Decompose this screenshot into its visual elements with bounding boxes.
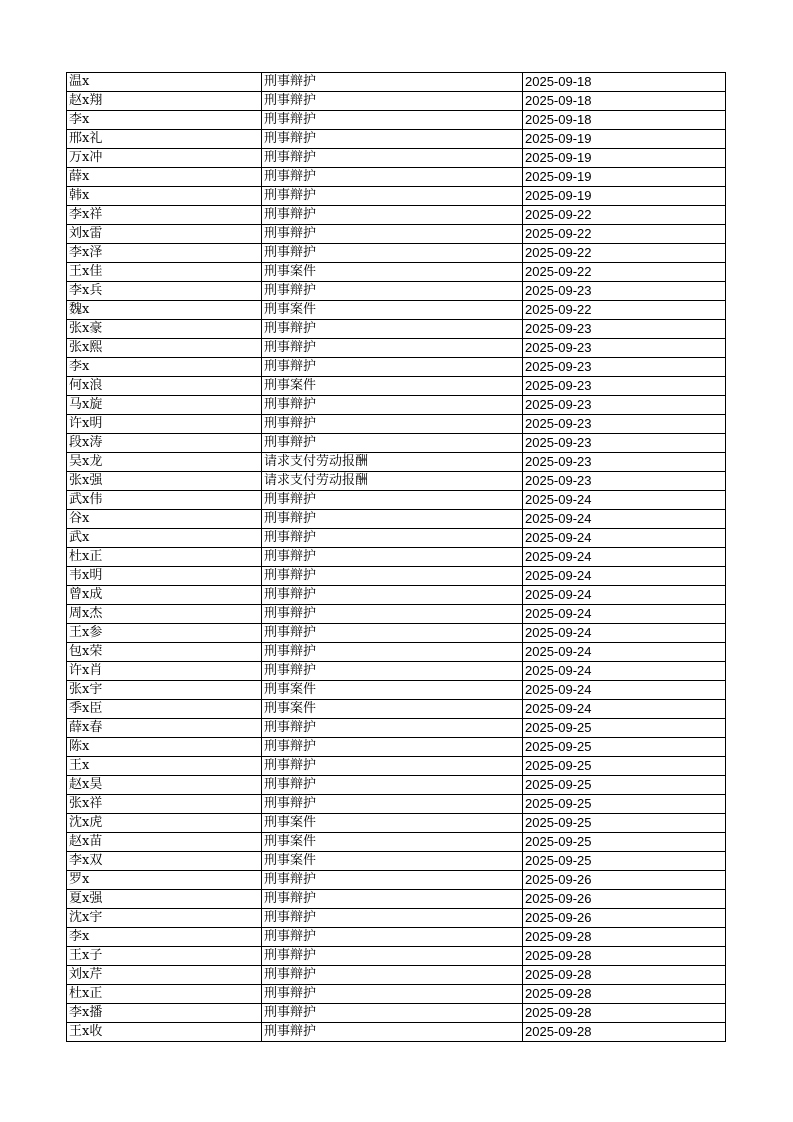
table-row bbox=[67, 1023, 726, 1042]
case-type-cell: 刑事辩护 bbox=[262, 396, 523, 415]
name-cell: 魏x bbox=[67, 301, 262, 320]
name-cell: 李x播 bbox=[67, 1004, 262, 1023]
table-row bbox=[67, 149, 726, 168]
table-row bbox=[67, 130, 726, 149]
table-row bbox=[67, 472, 726, 491]
table-row bbox=[67, 966, 726, 985]
date-cell: 2025-09-22 bbox=[523, 301, 726, 320]
date-cell: 2025-09-22 bbox=[523, 263, 726, 282]
date-cell: 2025-09-23 bbox=[523, 453, 726, 472]
table-row bbox=[67, 776, 726, 795]
date-cell: 2025-09-24 bbox=[523, 586, 726, 605]
case-type-cell: 请求支付劳动报酬 bbox=[262, 453, 523, 472]
date-cell: 2025-09-23 bbox=[523, 320, 726, 339]
records-body bbox=[67, 73, 726, 1042]
case-type-cell: 刑事辩护 bbox=[262, 320, 523, 339]
date-cell: 2025-09-23 bbox=[523, 377, 726, 396]
date-cell: 2025-09-23 bbox=[523, 415, 726, 434]
name-cell: 王x收 bbox=[67, 1023, 262, 1042]
case-type-cell: 刑事辩护 bbox=[262, 776, 523, 795]
name-cell: 夏x强 bbox=[67, 890, 262, 909]
case-type-cell: 刑事辩护 bbox=[262, 434, 523, 453]
name-cell: 赵x昊 bbox=[67, 776, 262, 795]
case-type-cell: 刑事辩护 bbox=[262, 871, 523, 890]
name-cell: 李x兵 bbox=[67, 282, 262, 301]
table-row bbox=[67, 1004, 726, 1023]
name-cell: 张x祥 bbox=[67, 795, 262, 814]
case-type-cell: 刑事辩护 bbox=[262, 358, 523, 377]
name-cell: 刘x雷 bbox=[67, 225, 262, 244]
case-type-cell: 刑事案件 bbox=[262, 301, 523, 320]
date-cell: 2025-09-19 bbox=[523, 187, 726, 206]
case-type-cell: 刑事案件 bbox=[262, 852, 523, 871]
date-cell: 2025-09-23 bbox=[523, 358, 726, 377]
name-cell: 韩x bbox=[67, 187, 262, 206]
date-cell: 2025-09-23 bbox=[523, 396, 726, 415]
case-type-cell: 刑事辩护 bbox=[262, 909, 523, 928]
name-cell: 赵x翔 bbox=[67, 92, 262, 111]
date-cell: 2025-09-25 bbox=[523, 738, 726, 757]
case-type-cell: 刑事辩护 bbox=[262, 130, 523, 149]
case-type-cell: 刑事辩护 bbox=[262, 168, 523, 187]
date-cell: 2025-09-18 bbox=[523, 92, 726, 111]
date-cell: 2025-09-23 bbox=[523, 282, 726, 301]
date-cell: 2025-09-25 bbox=[523, 814, 726, 833]
date-cell: 2025-09-22 bbox=[523, 225, 726, 244]
table-row bbox=[67, 833, 726, 852]
table-row bbox=[67, 529, 726, 548]
date-cell: 2025-09-28 bbox=[523, 1023, 726, 1042]
date-cell: 2025-09-18 bbox=[523, 111, 726, 130]
case-type-cell: 刑事辩护 bbox=[262, 1004, 523, 1023]
table-row bbox=[67, 415, 726, 434]
name-cell: 王x佳 bbox=[67, 263, 262, 282]
name-cell: 杜x正 bbox=[67, 985, 262, 1004]
date-cell: 2025-09-24 bbox=[523, 624, 726, 643]
case-type-cell: 刑事辩护 bbox=[262, 624, 523, 643]
table-row bbox=[67, 662, 726, 681]
date-cell: 2025-09-25 bbox=[523, 795, 726, 814]
date-cell: 2025-09-23 bbox=[523, 339, 726, 358]
table-row bbox=[67, 206, 726, 225]
case-type-cell: 刑事辩护 bbox=[262, 149, 523, 168]
table-row bbox=[67, 757, 726, 776]
name-cell: 吴x龙 bbox=[67, 453, 262, 472]
table-row bbox=[67, 871, 726, 890]
name-cell: 韦x明 bbox=[67, 567, 262, 586]
table-row bbox=[67, 681, 726, 700]
records-table bbox=[66, 72, 726, 1042]
case-type-cell: 刑事辩护 bbox=[262, 947, 523, 966]
date-cell: 2025-09-28 bbox=[523, 1004, 726, 1023]
case-type-cell: 刑事辩护 bbox=[262, 605, 523, 624]
date-cell: 2025-09-25 bbox=[523, 776, 726, 795]
table-row bbox=[67, 263, 726, 282]
table-row bbox=[67, 453, 726, 472]
case-type-cell: 刑事辩护 bbox=[262, 339, 523, 358]
name-cell: 沈x虎 bbox=[67, 814, 262, 833]
name-cell: 李x bbox=[67, 111, 262, 130]
case-type-cell: 刑事辩护 bbox=[262, 225, 523, 244]
date-cell: 2025-09-24 bbox=[523, 605, 726, 624]
name-cell: 罗x bbox=[67, 871, 262, 890]
case-type-cell: 刑事辩护 bbox=[262, 586, 523, 605]
table-row bbox=[67, 491, 726, 510]
name-cell: 王x bbox=[67, 757, 262, 776]
name-cell: 刘x芹 bbox=[67, 966, 262, 985]
case-type-cell: 刑事案件 bbox=[262, 681, 523, 700]
table-row bbox=[67, 377, 726, 396]
case-type-cell: 刑事辩护 bbox=[262, 92, 523, 111]
name-cell: 何x浪 bbox=[67, 377, 262, 396]
date-cell: 2025-09-19 bbox=[523, 130, 726, 149]
table-row bbox=[67, 700, 726, 719]
name-cell: 万x冲 bbox=[67, 149, 262, 168]
table-row bbox=[67, 909, 726, 928]
table-row bbox=[67, 320, 726, 339]
date-cell: 2025-09-25 bbox=[523, 833, 726, 852]
date-cell: 2025-09-24 bbox=[523, 548, 726, 567]
date-cell: 2025-09-19 bbox=[523, 168, 726, 187]
case-type-cell: 请求支付劳动报酬 bbox=[262, 472, 523, 491]
case-type-cell: 刑事辩护 bbox=[262, 662, 523, 681]
case-type-cell: 刑事辩护 bbox=[262, 491, 523, 510]
date-cell: 2025-09-26 bbox=[523, 871, 726, 890]
date-cell: 2025-09-26 bbox=[523, 909, 726, 928]
name-cell: 李x bbox=[67, 358, 262, 377]
date-cell: 2025-09-24 bbox=[523, 567, 726, 586]
date-cell: 2025-09-25 bbox=[523, 852, 726, 871]
table-row bbox=[67, 624, 726, 643]
table-row bbox=[67, 73, 726, 92]
table-row bbox=[67, 605, 726, 624]
case-type-cell: 刑事案件 bbox=[262, 833, 523, 852]
case-type-cell: 刑事辩护 bbox=[262, 928, 523, 947]
case-type-cell: 刑事辩护 bbox=[262, 73, 523, 92]
name-cell: 张x宇 bbox=[67, 681, 262, 700]
case-type-cell: 刑事辩护 bbox=[262, 757, 523, 776]
date-cell: 2025-09-24 bbox=[523, 662, 726, 681]
date-cell: 2025-09-24 bbox=[523, 510, 726, 529]
table-row bbox=[67, 187, 726, 206]
name-cell: 曾x成 bbox=[67, 586, 262, 605]
table-row bbox=[67, 738, 726, 757]
name-cell: 邢x礼 bbox=[67, 130, 262, 149]
case-type-cell: 刑事辩护 bbox=[262, 738, 523, 757]
table-row bbox=[67, 928, 726, 947]
name-cell: 李x bbox=[67, 928, 262, 947]
table-row bbox=[67, 282, 726, 301]
table-row bbox=[67, 92, 726, 111]
name-cell: 张x豪 bbox=[67, 320, 262, 339]
date-cell: 2025-09-24 bbox=[523, 700, 726, 719]
case-type-cell: 刑事辩护 bbox=[262, 510, 523, 529]
name-cell: 赵x苗 bbox=[67, 833, 262, 852]
table-row bbox=[67, 643, 726, 662]
date-cell: 2025-09-24 bbox=[523, 529, 726, 548]
name-cell: 许x肖 bbox=[67, 662, 262, 681]
table-row bbox=[67, 947, 726, 966]
date-cell: 2025-09-23 bbox=[523, 434, 726, 453]
name-cell: 李x泽 bbox=[67, 244, 262, 263]
case-type-cell: 刑事案件 bbox=[262, 814, 523, 833]
name-cell: 李x祥 bbox=[67, 206, 262, 225]
table-row bbox=[67, 396, 726, 415]
table-row bbox=[67, 814, 726, 833]
name-cell: 包x荣 bbox=[67, 643, 262, 662]
date-cell: 2025-09-24 bbox=[523, 643, 726, 662]
table-row bbox=[67, 244, 726, 263]
table-row bbox=[67, 890, 726, 909]
case-type-cell: 刑事辩护 bbox=[262, 567, 523, 586]
table-row bbox=[67, 111, 726, 130]
case-type-cell: 刑事辩护 bbox=[262, 643, 523, 662]
case-type-cell: 刑事辩护 bbox=[262, 1023, 523, 1042]
case-type-cell: 刑事辩护 bbox=[262, 111, 523, 130]
case-type-cell: 刑事案件 bbox=[262, 377, 523, 396]
case-type-cell: 刑事辩护 bbox=[262, 966, 523, 985]
date-cell: 2025-09-28 bbox=[523, 985, 726, 1004]
case-type-cell: 刑事辩护 bbox=[262, 548, 523, 567]
table-row bbox=[67, 852, 726, 871]
date-cell: 2025-09-22 bbox=[523, 206, 726, 225]
table-row bbox=[67, 795, 726, 814]
name-cell: 温x bbox=[67, 73, 262, 92]
name-cell: 薛x春 bbox=[67, 719, 262, 738]
case-type-cell: 刑事辩护 bbox=[262, 719, 523, 738]
name-cell: 王x子 bbox=[67, 947, 262, 966]
date-cell: 2025-09-28 bbox=[523, 947, 726, 966]
table-row bbox=[67, 985, 726, 1004]
case-type-cell: 刑事辩护 bbox=[262, 529, 523, 548]
case-type-cell: 刑事辩护 bbox=[262, 206, 523, 225]
table-row bbox=[67, 510, 726, 529]
table-row bbox=[67, 434, 726, 453]
date-cell: 2025-09-28 bbox=[523, 966, 726, 985]
date-cell: 2025-09-23 bbox=[523, 472, 726, 491]
date-cell: 2025-09-25 bbox=[523, 719, 726, 738]
name-cell: 武x伟 bbox=[67, 491, 262, 510]
date-cell: 2025-09-18 bbox=[523, 73, 726, 92]
name-cell: 张x强 bbox=[67, 472, 262, 491]
table-row bbox=[67, 719, 726, 738]
name-cell: 王x参 bbox=[67, 624, 262, 643]
date-cell: 2025-09-28 bbox=[523, 928, 726, 947]
case-type-cell: 刑事案件 bbox=[262, 263, 523, 282]
table-row bbox=[67, 548, 726, 567]
table-row bbox=[67, 225, 726, 244]
case-type-cell: 刑事辩护 bbox=[262, 282, 523, 301]
name-cell: 段x涛 bbox=[67, 434, 262, 453]
date-cell: 2025-09-24 bbox=[523, 491, 726, 510]
name-cell: 李x双 bbox=[67, 852, 262, 871]
case-type-cell: 刑事辩护 bbox=[262, 795, 523, 814]
name-cell: 薛x bbox=[67, 168, 262, 187]
name-cell: 季x臣 bbox=[67, 700, 262, 719]
case-type-cell: 刑事辩护 bbox=[262, 890, 523, 909]
name-cell: 武x bbox=[67, 529, 262, 548]
table-row bbox=[67, 168, 726, 187]
table-row bbox=[67, 358, 726, 377]
table-row bbox=[67, 567, 726, 586]
case-type-cell: 刑事案件 bbox=[262, 700, 523, 719]
case-type-cell: 刑事辩护 bbox=[262, 187, 523, 206]
name-cell: 杜x正 bbox=[67, 548, 262, 567]
name-cell: 许x明 bbox=[67, 415, 262, 434]
case-type-cell: 刑事辩护 bbox=[262, 244, 523, 263]
name-cell: 周x杰 bbox=[67, 605, 262, 624]
date-cell: 2025-09-25 bbox=[523, 757, 726, 776]
table-row bbox=[67, 301, 726, 320]
name-cell: 陈x bbox=[67, 738, 262, 757]
date-cell: 2025-09-26 bbox=[523, 890, 726, 909]
name-cell: 张x熙 bbox=[67, 339, 262, 358]
case-type-cell: 刑事辩护 bbox=[262, 985, 523, 1004]
date-cell: 2025-09-22 bbox=[523, 244, 726, 263]
date-cell: 2025-09-24 bbox=[523, 681, 726, 700]
name-cell: 马x旋 bbox=[67, 396, 262, 415]
name-cell: 沈x宇 bbox=[67, 909, 262, 928]
table-row bbox=[67, 586, 726, 605]
case-type-cell: 刑事辩护 bbox=[262, 415, 523, 434]
date-cell: 2025-09-19 bbox=[523, 149, 726, 168]
name-cell: 谷x bbox=[67, 510, 262, 529]
table-row bbox=[67, 339, 726, 358]
